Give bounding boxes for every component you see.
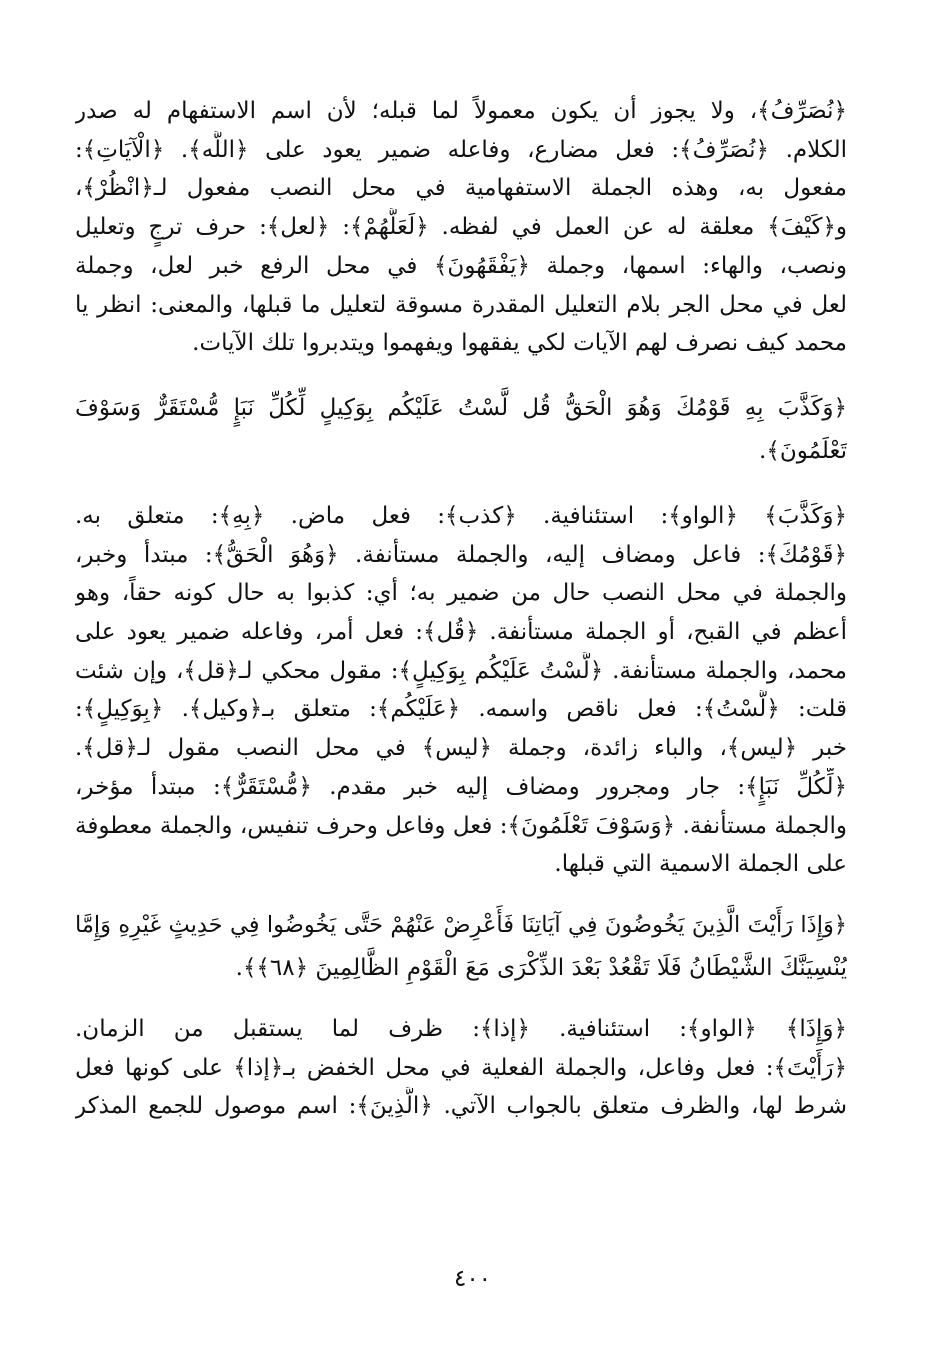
text-line: أعظم في القبح، أو الجملة مستأنفة. ﴿قُل﴾: فعل أمر، وفاعله ضمير يعود على [75, 619, 847, 646]
verse-line: ﴿وَكَذَّبَ بِهِ قَوْمُكَ وَهُوَ الْحَقُّ قُل لَّسْتُ عَلَيْكُم بِوَكِيلٍ لِّكُلِّ نَبَإٍ مُّسْتَقَرٌّ وَسَوْفَ [75, 394, 847, 421]
quran-verse-1 [75, 387, 847, 473]
paragraph-gap [75, 990, 847, 1010]
verse-line: تَعْلَمُونَ﴾. [759, 437, 847, 464]
text-line: الكلام. ﴿نُصَرِّفُ﴾: فعل مضارع، وفاعله ضمير يعود على ﴿اللَّه﴾. ﴿الْآيَاتِ﴾: [75, 136, 847, 163]
text-line: والجملة في محل النصب حال من ضمير به؛ أي: كذبوا به حال كونه حقاً، وهو [75, 580, 847, 607]
text-line: ﴿قَوْمُكَ﴾: فاعل ومضاف إليه، والجملة مستأنفة. ﴿وَهُوَ الْحَقُّ﴾: مبتدأ وخبر، [75, 541, 847, 568]
text-line: على الجملة الاسمية التي قبلها. [554, 851, 847, 878]
paragraph-gap [75, 473, 847, 497]
text-line: خبر ﴿ليس﴾، والباء زائدة، وجملة ﴿ليس﴾ في محل النصب مقول لـ﴿قل﴾. [75, 735, 847, 762]
text-line: مفعول به، وهذه الجملة الاستفهامية في محل النصب مفعول لـ﴿انْظُرْ﴾، [75, 175, 847, 202]
commentary-paragraph-1 [75, 92, 847, 363]
text-line: محمد، والجملة مستأنفة. ﴿لَّسْتُ عَلَيْكُم بِوَكِيلٍ﴾: مقول محكي لـ﴿قل﴾، وإن شئت [75, 657, 847, 684]
page-body [75, 92, 847, 1126]
verse-line: يُنْسِيَنَّكَ الشَّيْطَانُ فَلَا تَقْعُدْ بَعْدَ الذِّكْرَى مَعَ الْقَوْمِ الظَّالِمِينَ ﴿٦٨﴾﴾. [235, 954, 847, 981]
text-line: لعل في محل الجر بلام التعليل المقدرة مسوقة لتعليل ما قبلها، والمعنى: انظر يا [75, 291, 847, 318]
page-number: ٤٠٠ [453, 1266, 492, 1292]
text-line: و﴿كَيْفَ﴾ معلقة له عن العمل في لفظه. ﴿لَعَلَّهُمْ﴾: ﴿لعل﴾: حرف ترجٍ وتعليل [75, 214, 847, 241]
text-line: ﴿وَكَذَّبَ﴾ ﴿الواو﴾: استئنافية. ﴿كذب﴾: فعل ماض. ﴿بِهِ﴾: متعلق به. [75, 502, 847, 529]
text-line: ﴿وَإِذَا﴾ ﴿الواو﴾: استئنافية. ﴿إذا﴾: ظرف لما يستقبل من الزمان. [75, 1015, 847, 1042]
quran-verse-2 [75, 904, 847, 990]
commentary-paragraph-2 [75, 497, 847, 884]
text-line: ﴿رَأَيْتَ﴾: فعل وفاعل، والجملة الفعلية في محل الخفض بـ﴿إذا﴾ على كونها فعل [75, 1054, 847, 1081]
text-line: قلت: ﴿لَّسْتُ﴾: فعل ناقص واسمه. ﴿عَلَيْكُم﴾: متعلق بـ﴿وكيل﴾. ﴿بِوَكِيلٍ﴾: [75, 696, 847, 723]
verse-line: ﴿وَإِذَا رَأَيْتَ الَّذِينَ يَخُوضُونَ فِي آيَاتِنَا فَأَعْرِضْ عَنْهُمْ حَتَّى يَخُوضُوا فِي حَدِيثٍ غَيْرِهِ وَإِمَّا [75, 911, 847, 938]
paragraph-gap [75, 363, 847, 387]
paragraph-gap [75, 884, 847, 904]
commentary-paragraph-3 [75, 1010, 847, 1126]
text-line: ونصب، والهاء: اسمها، وجملة ﴿يَفْقَهُونَ﴾ في محل الرفع خبر لعل، وجملة [75, 252, 847, 279]
text-line: ﴿نُصَرِّفُ﴾، ولا يجوز أن يكون معمولاً لما قبله؛ لأن اسم الاستفهام له صدر [75, 98, 847, 124]
text-line: محمد كيف نصرف لهم الآيات لكي يفقهوا ويفهموا ويتدبروا تلك الآيات. [192, 330, 847, 357]
text-line: والجملة مستأنفة. ﴿وَسَوْفَ تَعْلَمُونَ﴾: فعل وفاعل وحرف تنفيس، والجملة معطوفة [75, 812, 847, 839]
text-line: شرط لها، والظرف متعلق بالجواب الآتي. ﴿الَّذِينَ﴾: اسم موصول للجمع المذكر [75, 1093, 847, 1120]
text-line: ﴿لِّكُلِّ نَبَإٍ﴾: جار ومجرور ومضاف إليه خبر مقدم. ﴿مُّسْتَقَرٌّ﴾: مبتدأ مؤخر، [75, 773, 847, 800]
